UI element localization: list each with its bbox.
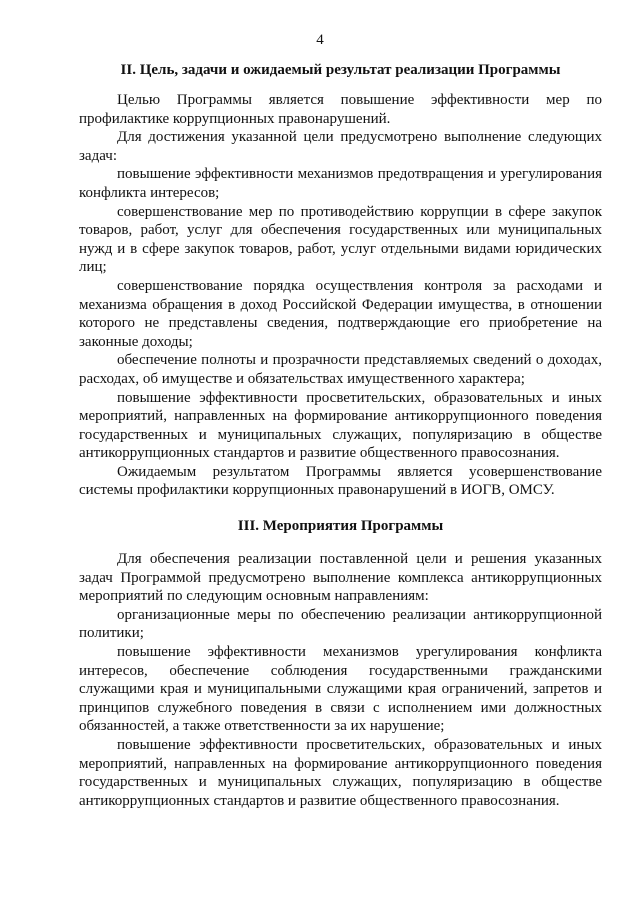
section-title: III. Мероприятия Программы [237, 518, 444, 535]
list-item: совершенствование мер по противодействию коррупции в сфере закупок товаров, работ, услуг для обеспечения государственных или муниципальных нужд и в сфере закупок товаров, работ, услуг отдельными видами юридических лиц; [79, 203, 602, 276]
page-number: 4 [316, 32, 324, 48]
list-item: повышение эффективности просветительских, образовательных и иных мероприятий, направленных на формирование антикоррупционного поведения государственных и муниципальных служащих, популяризацию в обществе антикоррупционных стандартов и развитие общественного правосознания. [79, 737, 602, 809]
list-item: повышение эффективности механизмов предотвращения и урегулирования конфликта интересов; [79, 166, 602, 201]
section-title: II. Цель, задачи и ожидаемый результат реализации Программы [120, 62, 561, 78]
list-item: повышение эффективности просветительских, образовательных и иных мероприятий, направленных на формирование антикоррупционного поведения государственных и муниципальных служащих, популяризацию в обществе антикоррупционных стандартов и развитие общественного правосознания. [79, 389, 602, 462]
paragraph: Целью Программы является повышение эффективности мер по профилактике коррупционных правонарушений. [79, 92, 602, 127]
paragraph: Ожидаемым результатом Программы является усовершенствование системы профилактики коррупционных правонарушений в ИОГВ, ОМСУ. [79, 463, 602, 499]
list-item: обеспечение полноты и прозрачности представляемых сведений о доходах, расходах, об имуществе и обязательствах имущественного характера; [79, 352, 602, 387]
paragraph: Для обеспечения реализации поставленной цели и решения указанных задач Программой предусмотрено выполнение комплекса антикоррупционных мероприятий по следующим основным направлениям: [79, 551, 602, 605]
section-measures [79, 517, 602, 810]
paragraph: Для достижения указанной цели предусмотрено выполнение следующих задач: [79, 129, 602, 164]
section-goals [79, 0, 602, 500]
list-item: повышение эффективности механизмов урегулирования конфликта интересов, обеспечение соблюдения государственными гражданскими служащими края и муниципальными служащими края ограничений, запретов и принципов служебного поведения в связи с исполнением ими должностных обязанностей, а также ответственности за их нарушение; [79, 644, 602, 735]
list-item: совершенствование порядка осуществления контроля за расходами и механизма обращения в доход Российской Федерации имущества, в отношении которого не представлены сведения, подтверждающие его приобретение на законные доходы; [79, 277, 602, 350]
list-item: организационные меры по обеспечению реализации антикоррупционной политики; [79, 606, 602, 642]
